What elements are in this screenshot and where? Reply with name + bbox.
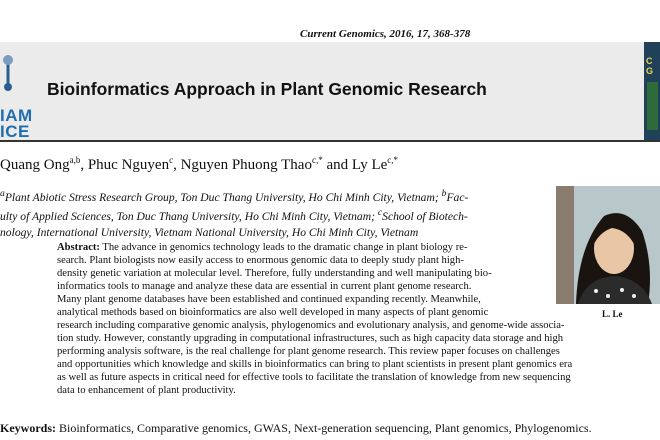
abstract-line: informatics tools to manage and analyze these data are essential in current plant genome research. bbox=[57, 281, 472, 293]
abstract-label: Abstract: bbox=[57, 242, 100, 253]
abstract-line: as well as future aspects in critical need for effective tools to facilitate the translation of knowledge from new sequencing bbox=[57, 372, 571, 384]
author-photo bbox=[556, 186, 660, 304]
abstract-block bbox=[57, 241, 547, 320]
abstract-line: density genetic variation at molecular level. Therefore, fully understanding and well manipulating bio- bbox=[57, 268, 492, 280]
logo-text-line1: IAM bbox=[0, 106, 33, 125]
paper-title: Bioinformatics Approach in Plant Genomic Research bbox=[47, 79, 487, 99]
abstract-line bbox=[57, 241, 547, 254]
logo-text-line2: ICE bbox=[0, 122, 30, 141]
publisher-logo bbox=[0, 42, 44, 140]
abstract-line: performing analysis software, is the real challenge for plant genome research. This review paper focuses on challenges bbox=[57, 346, 560, 358]
author-name: Nguyen Phuong Thao bbox=[180, 157, 312, 173]
author-name: Ly Le bbox=[351, 157, 388, 173]
affiliation-line bbox=[0, 205, 548, 224]
journal-name: Current Genomics bbox=[300, 28, 385, 40]
cover-text: C G bbox=[646, 56, 654, 76]
molecule-icon bbox=[0, 42, 44, 102]
keywords-label: Keywords: bbox=[0, 421, 56, 435]
author-separator: , bbox=[173, 157, 181, 173]
abstract-line: tion study. However, constantly upgrading in computational infrastructures, such as high capacity data storage and high bbox=[57, 333, 564, 345]
keywords bbox=[0, 421, 592, 436]
author-list bbox=[0, 155, 398, 174]
abstract-line: research including comparative genomic analysis, phylogenomics and evolutionary analysis, and genome-wide associa- bbox=[57, 320, 565, 331]
journal-year: , 2016, bbox=[384, 28, 418, 40]
abstract-line: search. Plant biologists now easily access to enormous genomic data to deeply study plant high- bbox=[57, 255, 464, 267]
abstract-text: The advance in genomics technology leads to the dramatic change in plant biology re- bbox=[99, 242, 468, 253]
cover-image bbox=[647, 82, 658, 130]
abstract-line: data to enhancement of plant productivity. bbox=[57, 385, 236, 397]
journal-pages: , 368-378 bbox=[428, 28, 471, 40]
abstract-line: analytical methods based on bioinformatics are also well developed in many aspects of plant genomic bbox=[57, 307, 489, 319]
abstract-continued bbox=[57, 319, 647, 398]
photo-caption: L. Le bbox=[602, 309, 623, 319]
affiliation-line bbox=[0, 225, 548, 241]
author-affiliation-marker: c,* bbox=[311, 155, 323, 165]
author-separator: and bbox=[322, 157, 352, 173]
title-banner bbox=[0, 42, 660, 142]
affiliation-text: nology, International University, Vietnam National University, Ho Chi Minh City, Vietnam bbox=[0, 225, 419, 239]
author-affiliation-marker: c,* bbox=[387, 155, 399, 165]
affiliation-line: $^a$Plant Abiotic Stress Research Group, Ton Duc Thang University, Ho Chi Minh City, Vietnam; $^b$Fac- bbox=[0, 188, 469, 204]
author-name: Quang Ong bbox=[0, 157, 70, 173]
affiliation-text: Plant Abiotic Stress Research Group, Ton Duc Thang University, Ho Chi Minh City, Vietnam; $^b$Fac- bbox=[4, 188, 469, 204]
affiliation-marker: b bbox=[441, 188, 447, 199]
affiliation-marker: c bbox=[377, 207, 383, 219]
affiliations bbox=[0, 186, 548, 240]
author-affiliation-marker: c bbox=[169, 155, 174, 165]
affiliation-text: ulty of Applied Sciences, Ton Duc Thang University, Ho Chi Minh City, Vietnam; $^c$School of Biotech- bbox=[0, 207, 468, 224]
abstract-line: and opportunities which knowledge and skills in bioinformatics can bring to plant scientists in present plant genomics era bbox=[57, 359, 573, 371]
author-affiliation-marker: a,b bbox=[69, 155, 81, 165]
journal-cover-thumbnail bbox=[644, 42, 660, 140]
journal-volume: 17 bbox=[417, 28, 429, 40]
journal-citation bbox=[300, 28, 470, 40]
author-name: Phuc Nguyen bbox=[87, 157, 170, 173]
abstract-line: Many plant genome databases have been established and continued expanding recently. Meanwhile, bbox=[57, 294, 481, 306]
author-portrait-image bbox=[556, 186, 660, 304]
author-separator: , bbox=[80, 157, 88, 173]
keywords-text: Bioinformatics, Comparative genomics, GWAS, Next-generation sequencing, Plant genomics, Phylogenomics. bbox=[56, 421, 592, 435]
